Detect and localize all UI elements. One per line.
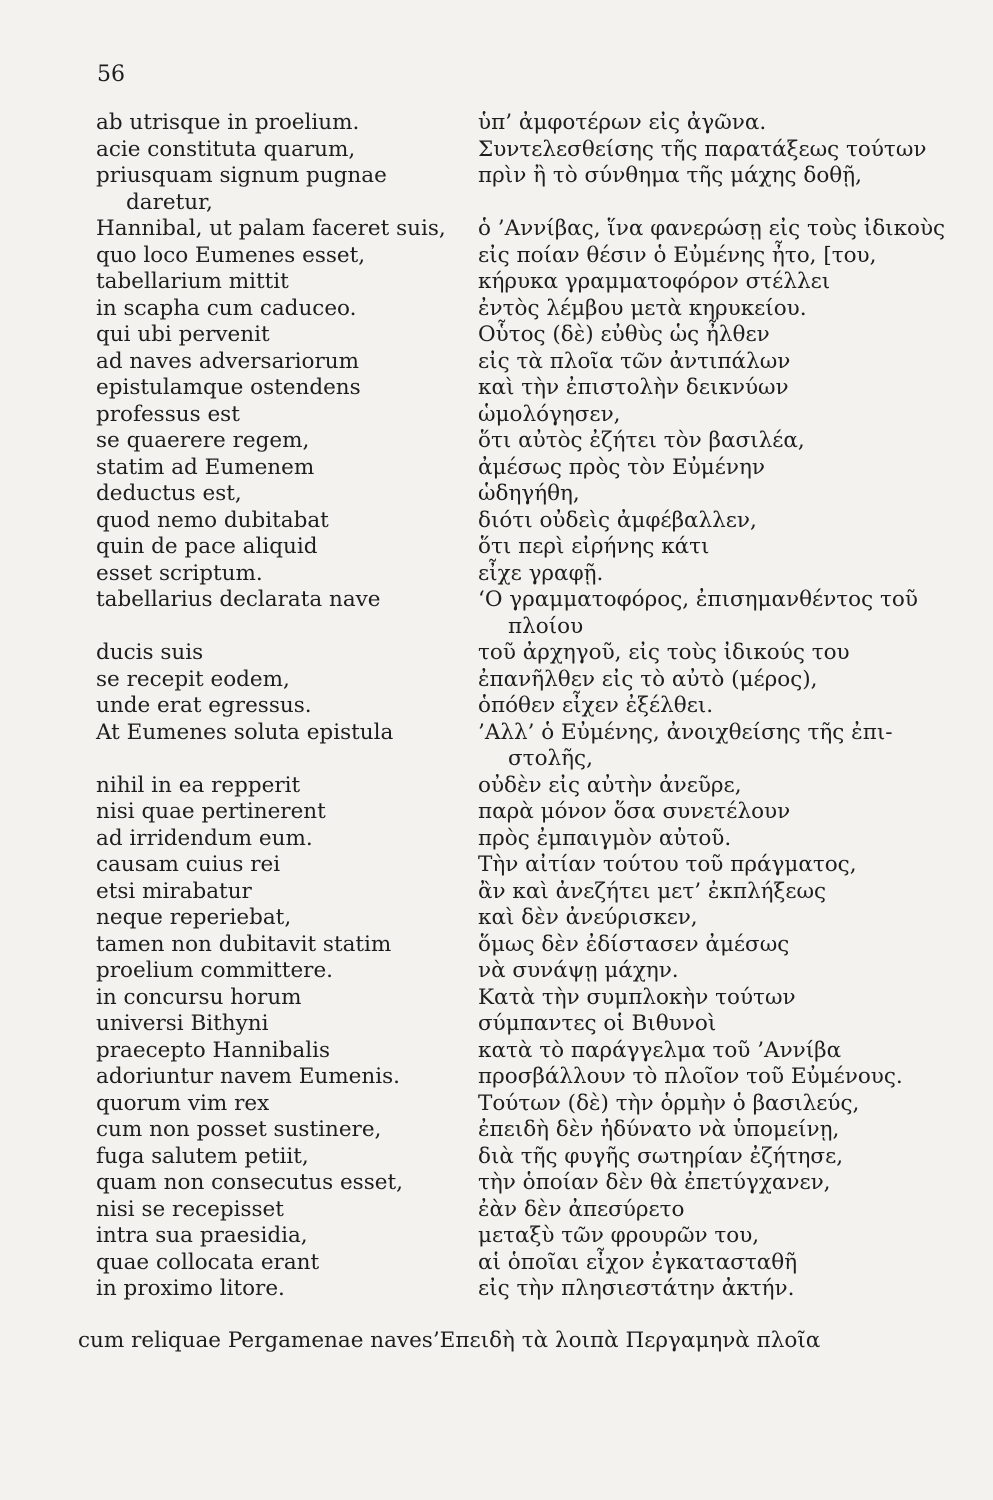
greek-line: πρὶν ἢ τὸ σύνθημα τῆς μάχης δοθῇ, — [478, 163, 862, 188]
latin-line: epistulamque ostendens — [96, 375, 361, 400]
latin-line: in scapha cum caduceo. — [96, 295, 357, 321]
greek-line: τὴν ὁποίαν δὲν θὰ ἐπετύγχανεν, — [478, 1170, 831, 1195]
latin-line: adoriuntur navem Eumenis. — [96, 1064, 400, 1089]
final-line — [78, 1328, 820, 1353]
latin-line: tabellarius declarata nave — [96, 587, 381, 612]
greek-line: εἶχε γραφῇ. — [478, 560, 604, 586]
latin-line: esset scriptum. — [96, 560, 263, 586]
final-line-greek: ’Επειδὴ τὰ λοιπὰ Περγαμηνὰ πλοῖα — [432, 1328, 821, 1353]
greek-line: Συντελεσθείσης τῆς παρατάξεως τούτων — [478, 136, 927, 162]
greek-line: Κατὰ τὴν συμπλοκὴν τούτων — [478, 984, 796, 1010]
latin-line: statim ad Eumenem — [96, 454, 315, 480]
latin-line: unde erat egressus. — [96, 693, 312, 718]
greek-line: σύμπαντες οἱ Βιθυνοὶ — [478, 1011, 717, 1036]
greek-line: ὅτι περὶ εἰρήνης κάτι — [478, 534, 710, 559]
latin-line: ad naves adversariorum — [96, 348, 360, 374]
latin-line: fuga salutem petiit, — [96, 1143, 309, 1169]
latin-line: nisi se recepisset — [96, 1196, 284, 1222]
greek-line: ὡδηγήθη, — [478, 481, 580, 506]
greek-line: διότι οὐδεὶς ἀμφέβαλλεν, — [478, 507, 757, 533]
greek-line: πρὸς ἐμπαιγμὸν αὐτοῦ. — [478, 825, 732, 851]
greek-column — [478, 110, 958, 1303]
greek-line: ἂν καὶ ἀνεζήτει μετ’ ἐκπλήξεως — [478, 878, 827, 904]
greek-line: ὡμολόγησεν, — [478, 401, 621, 427]
latin-line: ducis suis — [96, 640, 204, 665]
greek-line: κατὰ τὸ παράγγελμα τοῦ ’Αννίβα — [478, 1037, 842, 1063]
latin-line: se quaerere regem, — [96, 428, 310, 453]
greek-line: ὑπ’ ἀμφοτέρων εἰς ἀγῶνα. — [478, 110, 767, 135]
greek-line: κήρυκα γραμματοφόρον στέλλει — [478, 269, 831, 294]
latin-line: cum non posset sustinere, — [96, 1117, 382, 1142]
latin-line: quae collocata erant — [96, 1249, 320, 1275]
greek-line: εἰς τὰ πλοῖα τῶν ἀντιπάλων — [478, 348, 791, 374]
greek-line: ἀμέσως πρὸς τὸν Εὐμένην — [478, 454, 765, 480]
latin-line: etsi mirabatur — [96, 878, 252, 904]
greek-line: παρὰ μόνον ὅσα συνετέλουν — [478, 799, 791, 824]
latin-line: universi Bithyni — [96, 1011, 269, 1036]
latin-column — [96, 110, 481, 1303]
greek-line: διὰ τῆς φυγῆς σωτηρίαν ἐζήτησε, — [478, 1143, 844, 1169]
latin-line: deductus est, — [96, 481, 242, 506]
greek-line: στολῆς, — [508, 746, 593, 771]
latin-line: ad irridendum eum. — [96, 825, 313, 851]
greek-line: ἐὰν δὲν ἀπεσύρετο — [478, 1196, 685, 1222]
greek-line: πλοίου — [508, 613, 584, 639]
final-line-latin: cum reliquae Pergamenae naves — [78, 1328, 433, 1353]
latin-line: quin de pace aliquid — [96, 534, 318, 559]
greek-line: ἐπειδὴ δὲν ἠδύνατο νὰ ὑπομείνῃ, — [478, 1117, 840, 1142]
latin-line: qui ubi pervenit — [96, 322, 270, 347]
latin-line: tabellarium mittit — [96, 269, 289, 294]
latin-line: ab utrisque in proelium. — [96, 110, 360, 135]
latin-line: quod nemo dubitabat — [96, 507, 329, 533]
greek-line: ὅτι αὐτὸς ἐζήτει τὸν βασιλέα, — [478, 428, 805, 453]
greek-line: καὶ δὲν ἀνεύρισκεν, — [478, 905, 698, 930]
greek-line: τοῦ ἀρχηγοῦ, εἰς τοὺς ἰδικούς του — [478, 640, 850, 665]
latin-line: priusquam signum pugnae — [96, 163, 387, 188]
greek-line: Τούτων (δὲ) τὴν ὁρμὴν ὁ βασιλεύς, — [478, 1090, 860, 1116]
latin-line: in concursu horum — [96, 984, 302, 1010]
latin-line: intra sua praesidia, — [96, 1223, 308, 1248]
greek-line: ὁ ’Αννίβας, ἵνα φανερώσῃ εἰς τοὺς ἰδικοὺς — [478, 216, 946, 241]
latin-line: se recepit eodem, — [96, 666, 290, 692]
latin-line: causam cuius rei — [96, 852, 281, 877]
latin-line: acie constituta quarum, — [96, 136, 356, 162]
greek-line — [478, 190, 958, 217]
greek-line: ὁπόθεν εἶχεν ἐξέλθει. — [478, 693, 714, 718]
latin-line: proelium committere. — [96, 958, 334, 983]
latin-line: daretur, — [126, 189, 213, 215]
latin-line: Hannibal, ut palam faceret suis, — [96, 216, 446, 241]
greek-line: ’Αλλ’ ὁ Εὐμένης, ἀνοιχθείσης τῆς ἐπι- — [478, 719, 893, 745]
latin-line: quorum vim rex — [96, 1090, 270, 1116]
greek-line: εἰς τὴν πλησιεστάτην ἀκτήν. — [478, 1276, 795, 1301]
latin-line: nihil in ea repperit — [96, 772, 301, 798]
greek-line: ὅμως δὲν ἐδίστασεν ἀμέσως — [478, 931, 790, 957]
greek-line: προσβάλλουν τὸ πλοῖον τοῦ Εὐμένους. — [478, 1064, 903, 1089]
greek-line: καὶ τὴν ἐπιστολὴν δεικνύων — [478, 375, 789, 400]
greek-line: ἐπανῆλθεν εἰς τὸ αὐτὸ (μέρος), — [478, 666, 818, 692]
greek-line: μεταξὺ τῶν φρουρῶν του, — [478, 1223, 760, 1248]
latin-line: quo loco Eumenes esset, — [96, 242, 366, 268]
latin-line: quam non consecutus esset, — [96, 1170, 403, 1195]
latin-line: neque reperiebat, — [96, 905, 292, 930]
latin-line: At Eumenes soluta epistula — [96, 719, 394, 745]
latin-line — [96, 746, 481, 773]
greek-line: εἰς ποίαν θέσιν ὁ Εὐμένης ἦτο, [του, — [478, 242, 877, 268]
greek-line: αἱ ὁποῖαι εἶχον ἐγκατασταθῆ — [478, 1249, 798, 1275]
latin-line: in proximo litore. — [96, 1276, 285, 1301]
latin-line — [96, 614, 481, 641]
latin-line: professus est — [96, 401, 240, 427]
latin-line: nisi quae pertinerent — [96, 799, 326, 824]
greek-line: ‘Ο γραμματοφόρος, ἐπισημανθέντος τοῦ — [478, 587, 918, 612]
greek-line: Τὴν αἰτίαν τούτου τοῦ πράγματος, — [478, 852, 857, 877]
greek-line: νὰ συνάψῃ μάχην. — [478, 958, 679, 983]
greek-line: οὐδὲν εἰς αὐτὴν ἀνεῦρε, — [478, 772, 742, 798]
greek-line: Οὗτος (δὲ) εὐθὺς ὡς ἦλθεν — [478, 322, 770, 347]
latin-line: praecepto Hannibalis — [96, 1037, 331, 1063]
greek-line: ἐντὸς λέμβου μετὰ κηρυκείου. — [478, 295, 807, 321]
page-number: 56 — [97, 62, 125, 87]
latin-line: tamen non dubitavit statim — [96, 931, 392, 957]
